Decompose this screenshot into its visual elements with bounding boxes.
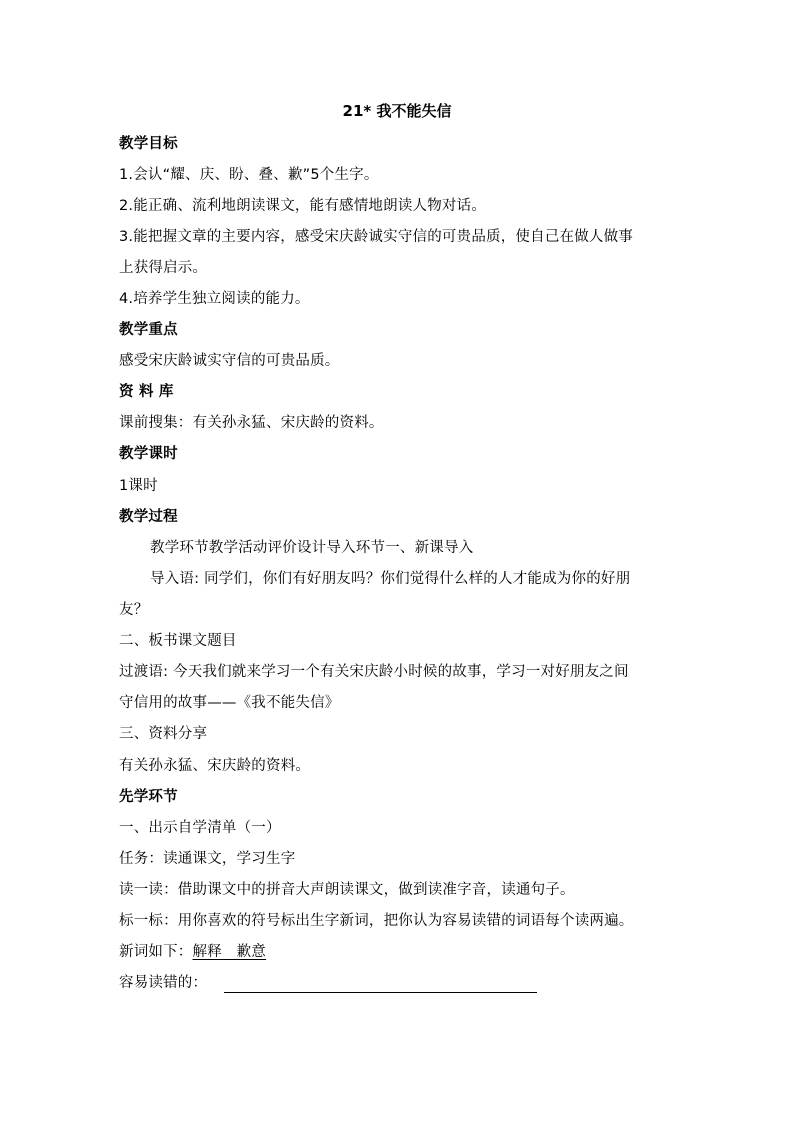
objective-item-4: 4.培养学生独立阅读的能力。 <box>119 291 310 307</box>
objective-item-3-line-1: 3.能把握文章的主要内容，感受宋庆龄诚实守信的可贵品质，使自己在做人做事 <box>119 229 634 245</box>
prelearning-mark: 标一标：用你喜欢的符号标出生字新词，把你认为容易读错的词语每个读两遍。 <box>119 913 634 929</box>
prelearning-read: 读一读：借助课文中的拼音大声朗读课文，做到读准字音，读通句子。 <box>119 882 575 898</box>
process-line-1: 教学环节教学活动评价设计导入环节一、新课导入 <box>150 540 474 556</box>
resources-heading: 资 料 库 <box>119 384 174 400</box>
prelearning-task: 任务：读通课文，学习生字 <box>119 851 296 867</box>
periods-text: 1课时 <box>119 478 158 494</box>
intro-line-1: 导入语: 同学们，你们有好朋友吗？你们觉得什么样的人才能成为你的好朋 <box>150 571 631 587</box>
objective-item-1: 1.会认“耀、庆、盼、叠、歉”5个生字。 <box>119 167 379 183</box>
objective-item-2: 2.能正确、流利地朗读课文，能有感情地朗读人物对话。 <box>119 198 487 214</box>
transition-line-2: 守信用的故事——《我不能失信》 <box>119 695 340 711</box>
objectives-heading: 教学目标 <box>119 136 178 152</box>
resources-text: 课前搜集：有关孙永猛、宋庆龄的资料。 <box>119 415 384 431</box>
focus-text: 感受宋庆龄诚实守信的可贵品质。 <box>119 353 340 369</box>
section-3-title: 三、资料分享 <box>119 726 208 742</box>
new-words-row <box>119 942 266 962</box>
periods-heading: 教学课时 <box>119 446 178 462</box>
document-title: 21* 我不能失信 <box>342 102 452 120</box>
prelearning-heading: 先学环节 <box>119 789 178 805</box>
new-words-value: 解释 歉意 <box>192 944 266 960</box>
intro-line-2: 友？ <box>119 602 149 618</box>
section-3-text: 有关孙永猛、宋庆龄的资料。 <box>119 758 311 774</box>
focus-heading: 教学重点 <box>119 322 178 338</box>
process-heading: 教学过程 <box>119 509 178 525</box>
section-2-title: 二、板书课文题目 <box>119 633 237 649</box>
easy-wrong-label: 容易读错的： <box>119 975 208 991</box>
prelearning-item-1: 一、出示自学清单（一） <box>119 820 281 836</box>
objective-item-3-line-2: 上获得启示。 <box>119 260 208 276</box>
transition-line-1: 过渡语: 今天我们就来学习一个有关宋庆龄小时候的故事，学习一对好朋友之间 <box>119 664 629 680</box>
new-words-label: 新词如下： <box>119 944 193 960</box>
answer-blank-line <box>224 992 537 993</box>
